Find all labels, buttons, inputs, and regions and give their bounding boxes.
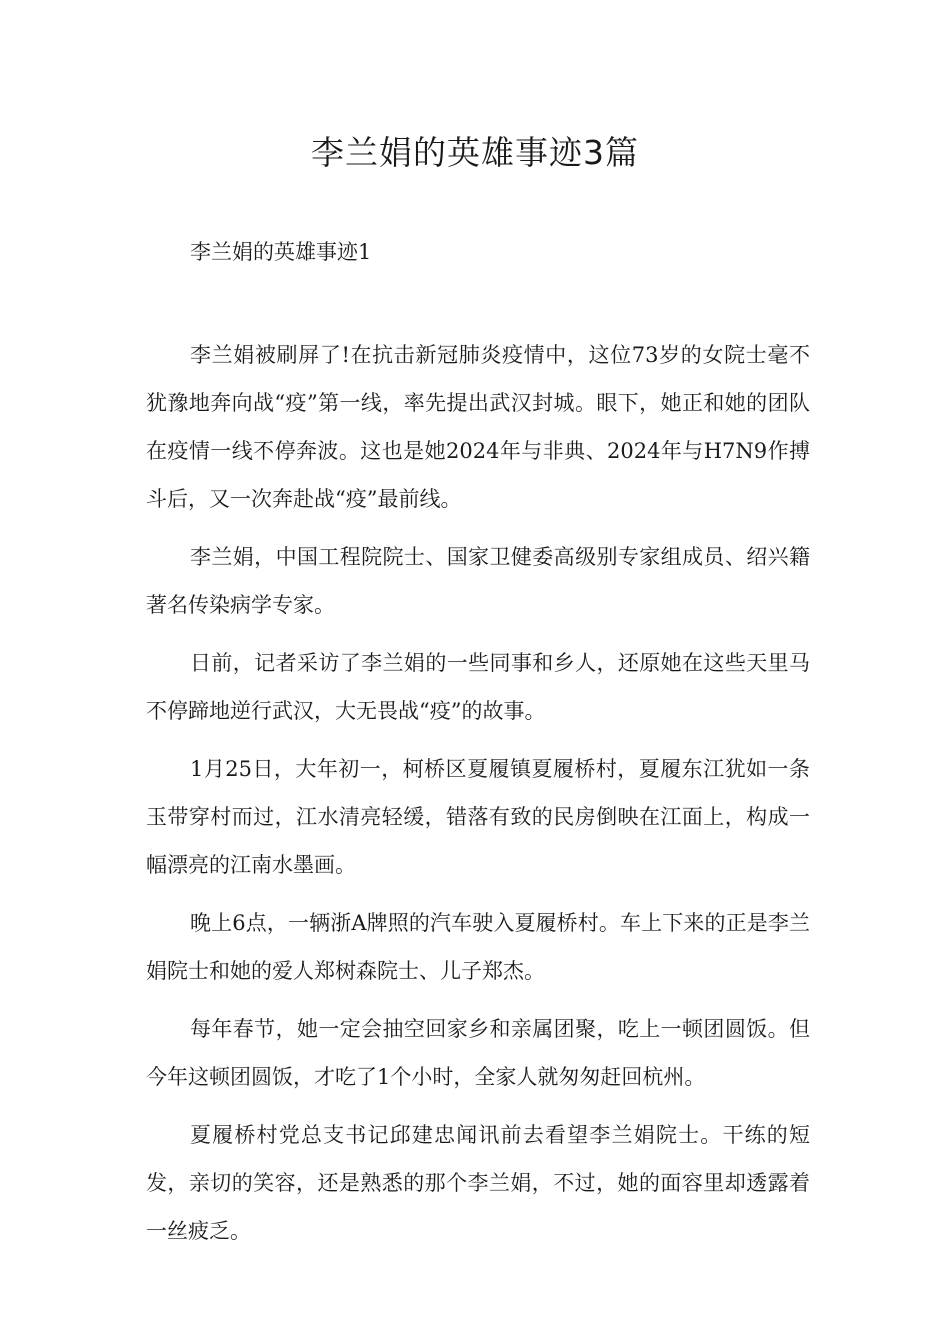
- section-heading: 李兰娟的英雄事迹1: [190, 240, 372, 264]
- paragraph: 李兰娟被刷屏了!在抗击新冠肺炎疫情中，这位73岁的女院士毫不犹豫地奔向战“疫”第一线，率先提出武汉封城。眼下，她正和她的团队在疫情一线不停奔波。这也是她2024年与非典、2024年与H7N9作搏斗后，又一次奔赴战“疫”最前线。: [146, 343, 810, 511]
- paragraph: 1月25日，大年初一，柯桥区夏履镇夏履桥村，夏履东江犹如一条玉带穿村而过，江水清亮轻缓，错落有致的民房倒映在江面上，构成一幅漂亮的江南水墨画。: [146, 757, 810, 877]
- paragraph: 日前，记者采访了李兰娟的一些同事和乡人，还原她在这些天里马不停蹄地逆行武汉，大无畏战“疫”的故事。: [146, 651, 810, 723]
- document-title: 李兰娟的英雄事迹3篇: [311, 133, 639, 172]
- paragraph: 李兰娟，中国工程院院士、国家卫健委高级别专家组成员、绍兴籍著名传染病学专家。: [146, 545, 810, 617]
- paragraph: 夏履桥村党总支书记邱建忠闻讯前去看望李兰娟院士。干练的短发，亲切的笑容，还是熟悉的那个李兰娟，不过，她的面容里却透露着一丝疲乏。: [146, 1123, 810, 1243]
- document-body: [146, 331, 810, 1265]
- paragraph: 每年春节，她一定会抽空回家乡和亲属团聚，吃上一顿团圆饭。但今年这顿团圆饭，才吃了1个小时，全家人就匆匆赶回杭州。: [146, 1017, 810, 1089]
- paragraph: 晚上6点，一辆浙A牌照的汽车驶入夏履桥村。车上下来的正是李兰娟院士和她的爱人郑树森院士、儿子郑杰。: [146, 911, 810, 983]
